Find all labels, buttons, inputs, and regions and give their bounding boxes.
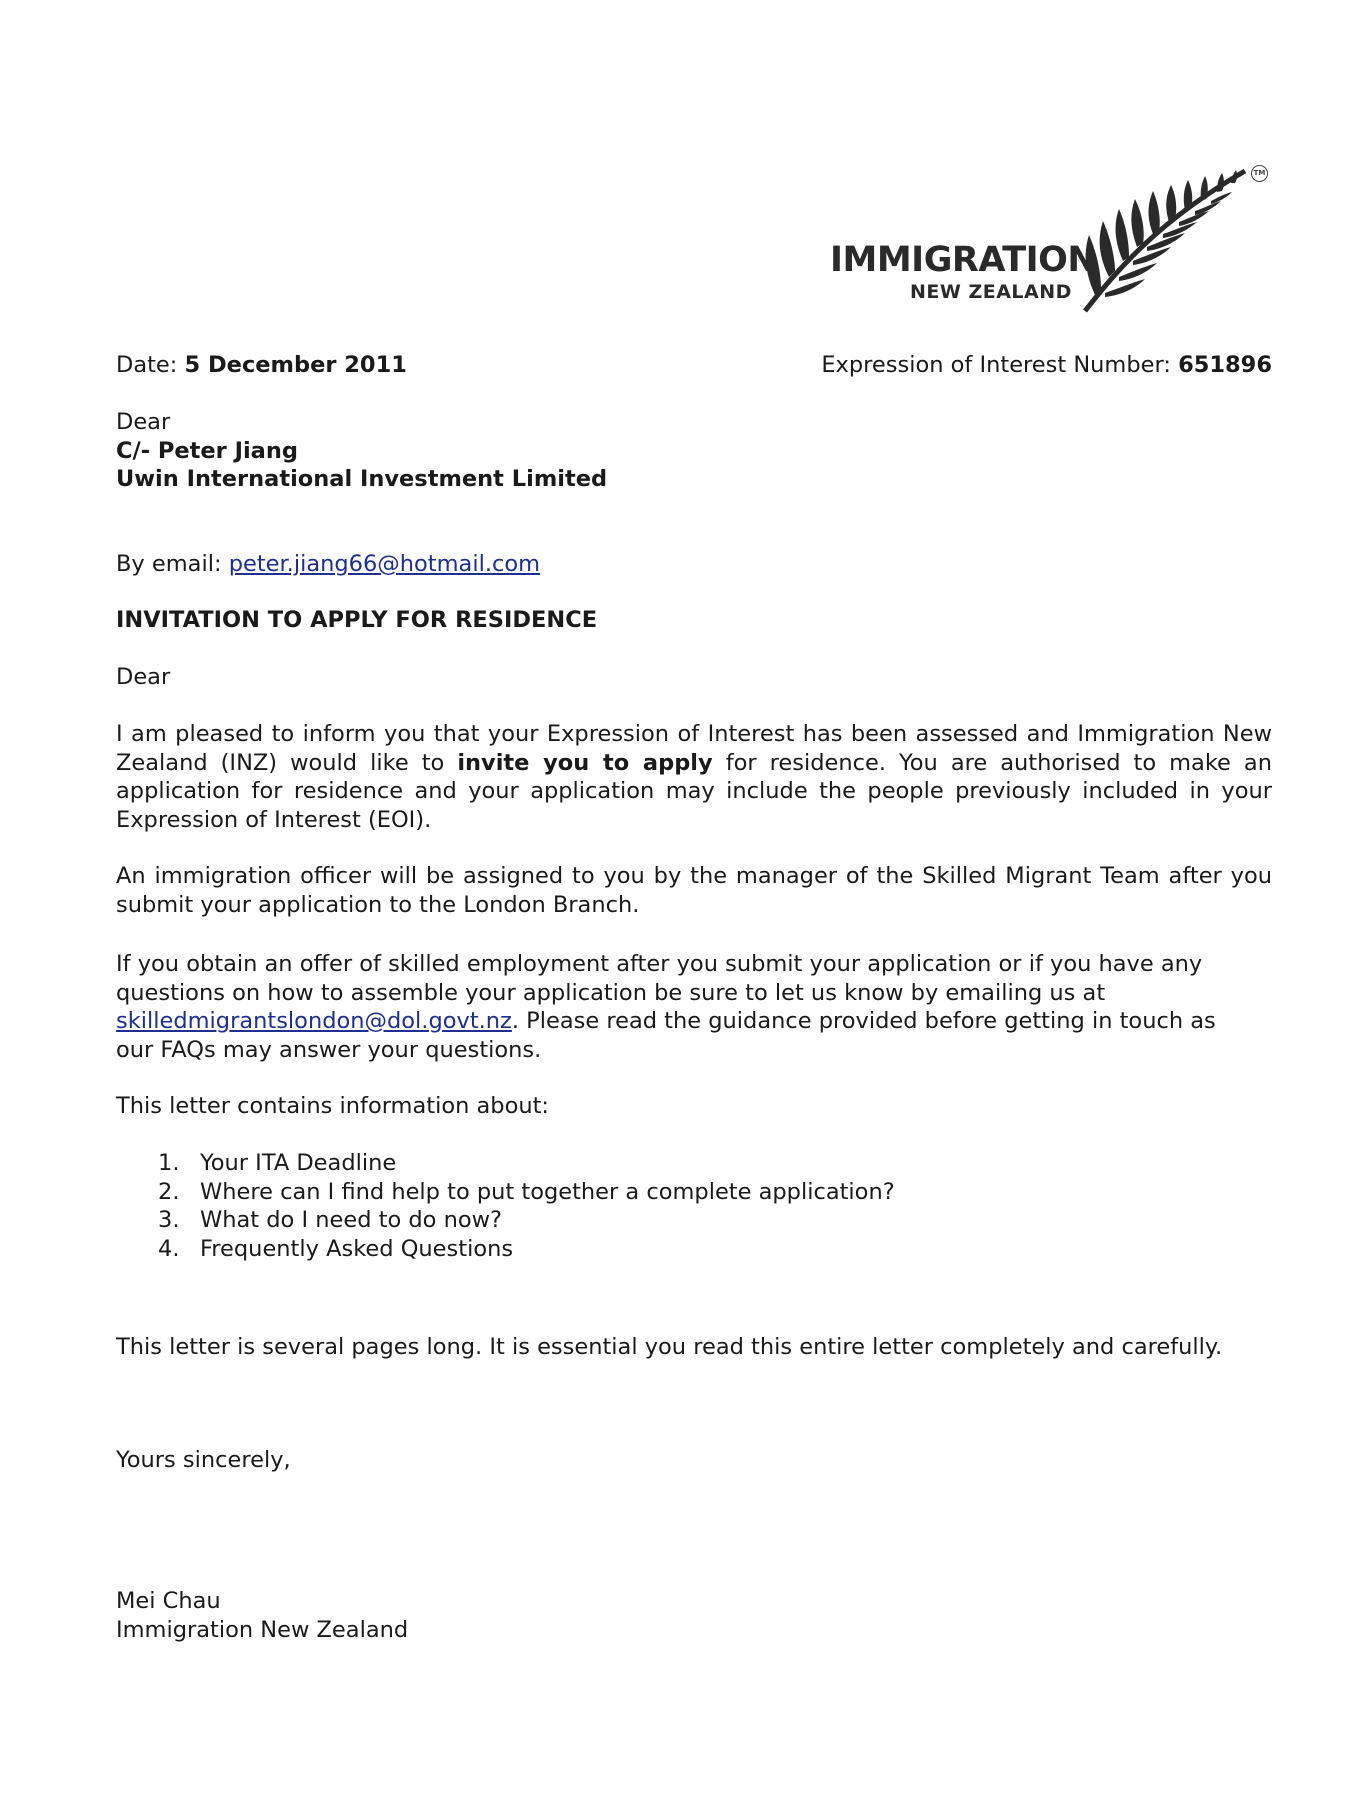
paragraph-read-carefully: This letter is several pages long. It is essential you read this entire letter completely and carefully.: [116, 1334, 1223, 1360]
trademark-mark: TM: [1251, 165, 1268, 182]
list-item: [116, 1206, 895, 1235]
date-label: Date:: [116, 352, 185, 378]
immigration-nz-logo: [820, 155, 1280, 315]
list-item: [116, 1149, 895, 1178]
paragraph-text: If you obtain an offer of skilled employment after you submit your application or if you have any questions on how to assemble your application be sure to let us know by emailing us at: [116, 951, 1203, 1006]
recipient-dear: Dear: [116, 409, 171, 435]
eoi-value: 651896: [1178, 352, 1272, 378]
recipient-block: [116, 408, 607, 494]
date-value: 5 December 2011: [184, 352, 407, 378]
paragraph-invitation: [116, 720, 1272, 834]
paragraph-contact: [116, 950, 1256, 1064]
list-number: 1.: [158, 1150, 180, 1176]
paragraph-text: for residence. You are authorised to make an application for residence and your application may include the people previously included in your Expression of Interest (EOI).: [116, 749, 1272, 833]
signatory-org: Immigration New Zealand: [116, 1616, 409, 1643]
paragraph-text: . Please read the guidance provided before getting in touch as our FAQs may answer your questions.: [116, 1008, 1216, 1063]
signature-block: [116, 1587, 408, 1644]
invite-emphasis: invite you to apply: [457, 749, 713, 776]
letter-subject: INVITATION TO APPLY FOR RESIDENCE: [116, 607, 598, 633]
paragraph-officer: An immigration officer will be assigned to you by the manager of the Skilled Migrant Team after you submit your application to the London Branch.: [116, 863, 1272, 918]
list-text: Frequently Asked Questions: [200, 1235, 514, 1262]
list-number: 4.: [158, 1235, 180, 1262]
contents-intro: This letter contains information about:: [116, 1093, 550, 1119]
list-text: Where can I find help to put together a complete application?: [200, 1178, 895, 1205]
eoi-number: [821, 351, 1272, 380]
signatory-name: Mei Chau: [116, 1588, 221, 1614]
list-item: [116, 1178, 895, 1207]
email-line: [116, 550, 540, 579]
eoi-label: Expression of Interest Number:: [821, 352, 1179, 378]
london-email-link[interactable]: skilledmigrantslondon@dol.govt.nz: [116, 1008, 512, 1034]
recipient-care-of: C/- Peter Jiang: [116, 437, 298, 464]
list-number: 2.: [158, 1178, 180, 1205]
letter-date: [116, 351, 407, 380]
recipient-email-link[interactable]: peter.jiang66@hotmail.com: [228, 551, 541, 577]
closing: Yours sincerely,: [116, 1447, 291, 1473]
list-text: Your ITA Deadline: [200, 1150, 397, 1176]
paragraph-text: I am pleased to inform you that your Expression of Interest has been assessed and Immigration New Zealand (INZ) would like to: [116, 721, 1272, 776]
list-item: [116, 1235, 895, 1264]
recipient-company: Uwin International Investment Limited: [116, 466, 608, 492]
list-number: 3.: [158, 1207, 180, 1233]
list-text: What do I need to do now?: [200, 1207, 502, 1233]
logo-subtitle: NEW ZEALAND: [910, 281, 1072, 303]
fern-icon: [1075, 163, 1260, 313]
email-label: By email:: [116, 551, 229, 577]
logo-wordmark: IMMIGRATION: [830, 240, 1097, 280]
contents-list: [116, 1149, 895, 1263]
salutation: Dear: [116, 664, 171, 690]
